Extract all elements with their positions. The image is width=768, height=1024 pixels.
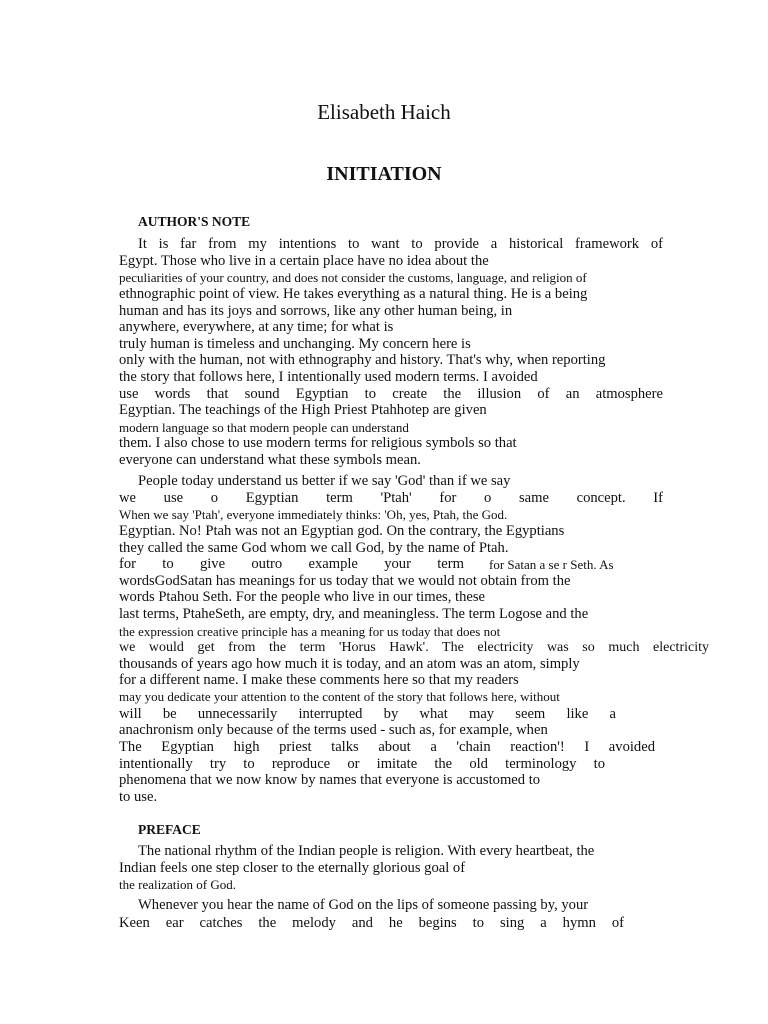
text-line: thousands of years ago how much it is today, and an atom was an atom, simply bbox=[119, 656, 580, 672]
text-line: the expression creative principle has a meaning for us today that does not bbox=[119, 624, 501, 639]
text-line: we use o Egyptian term 'Ptah' for o same concept. If bbox=[119, 490, 663, 506]
text-line: human and has its joys and sorrows, like any other human being, in bbox=[119, 303, 513, 319]
text-line: for to give outro example your term bbox=[119, 556, 464, 572]
book-title: INITIATION bbox=[326, 163, 442, 185]
text-line: for a different name. I make these comments here so that my readers bbox=[119, 672, 519, 688]
text-line: the story that follows here, I intentionally used modern terms. I avoided bbox=[119, 369, 538, 385]
text-line: Egyptian. No! Ptah was not an Egyptian god. On the contrary, the Egyptians bbox=[119, 523, 565, 539]
text-line: Whenever you hear the name of God on the lips of someone passing by, your bbox=[138, 897, 589, 913]
text-line: People today understand us better if we say 'God' than if we say bbox=[138, 473, 511, 489]
text-line: them. I also chose to use modern terms for religious symbols so that bbox=[119, 435, 517, 451]
text-line: It is far from my intentions to want to provide a historical framework of bbox=[138, 236, 663, 252]
text-line: the realization of God. bbox=[119, 877, 236, 892]
text-line: anywhere, everywhere, at any time; for what is bbox=[119, 319, 394, 335]
text-line: words Ptahou Seth. For the people who live in our times, these bbox=[119, 589, 486, 605]
text-line: The Egyptian high priest talks about a 'chain reaction'! I avoided bbox=[119, 739, 655, 755]
text-line: truly human is timeless and unchanging. My concern here is bbox=[119, 336, 471, 352]
text-line: Keen ear catches the melody and he begins to sing a hymn of bbox=[119, 915, 624, 931]
text-line: phenomena that we now know by names that everyone is accustomed to bbox=[119, 772, 541, 788]
text-line: peculiarities of your country, and does not consider the customs, language, and religion of bbox=[119, 270, 587, 285]
text-line: modern language so that modern people can understand bbox=[119, 420, 409, 435]
text-line: to use. bbox=[119, 789, 158, 805]
section-heading-authors-note: AUTHOR'S NOTE bbox=[138, 214, 251, 229]
text-line: for Satan a se r Seth. As bbox=[489, 557, 614, 572]
text-line: Indian feels one step closer to the eternally glorious goal of bbox=[119, 860, 466, 876]
text-line: they called the same God whom we call God, by the name of Ptah. bbox=[119, 540, 509, 556]
text-line: intentionally try to reproduce or imitate the old terminology to bbox=[119, 756, 605, 772]
text-line: we would get from the term 'Horus Hawk'. The electricity was so much electricity bbox=[119, 640, 709, 655]
text-line: may you dedicate your attention to the content of the story that follows here, without bbox=[119, 689, 560, 704]
text-line: wordsGodSatan has meanings for us today that we would not obtain from the bbox=[119, 573, 571, 589]
author-name: Elisabeth Haich bbox=[317, 100, 451, 124]
section-heading-preface: PREFACE bbox=[138, 822, 201, 837]
text-line: everyone can understand what these symbols mean. bbox=[119, 452, 421, 468]
text-line: last terms, PtaheSeth, are empty, dry, and meaningless. The term Logose and the bbox=[119, 606, 589, 622]
text-line: use words that sound Egyptian to create the illusion of an atmosphere bbox=[119, 386, 663, 402]
text-line: Egypt. Those who live in a certain place have no idea about the bbox=[119, 253, 489, 269]
text-line: The national rhythm of the Indian people is religion. With every heartbeat, the bbox=[138, 843, 595, 859]
text-line: only with the human, not with ethnography and history. That's why, when reporting bbox=[119, 352, 606, 368]
text-line: When we say 'Ptah', everyone immediately thinks: 'Oh, yes, Ptah, the God. bbox=[119, 507, 508, 522]
text-line: ethnographic point of view. He takes everything as a natural thing. He is a being bbox=[119, 286, 588, 302]
text-line: anachronism only because of the terms used - such as, for example, when bbox=[119, 722, 548, 738]
text-line: Egyptian. The teachings of the High Priest Ptahhotep are given bbox=[119, 402, 487, 418]
text-line: will be unnecessarily interrupted by what may seem like a bbox=[119, 706, 616, 722]
